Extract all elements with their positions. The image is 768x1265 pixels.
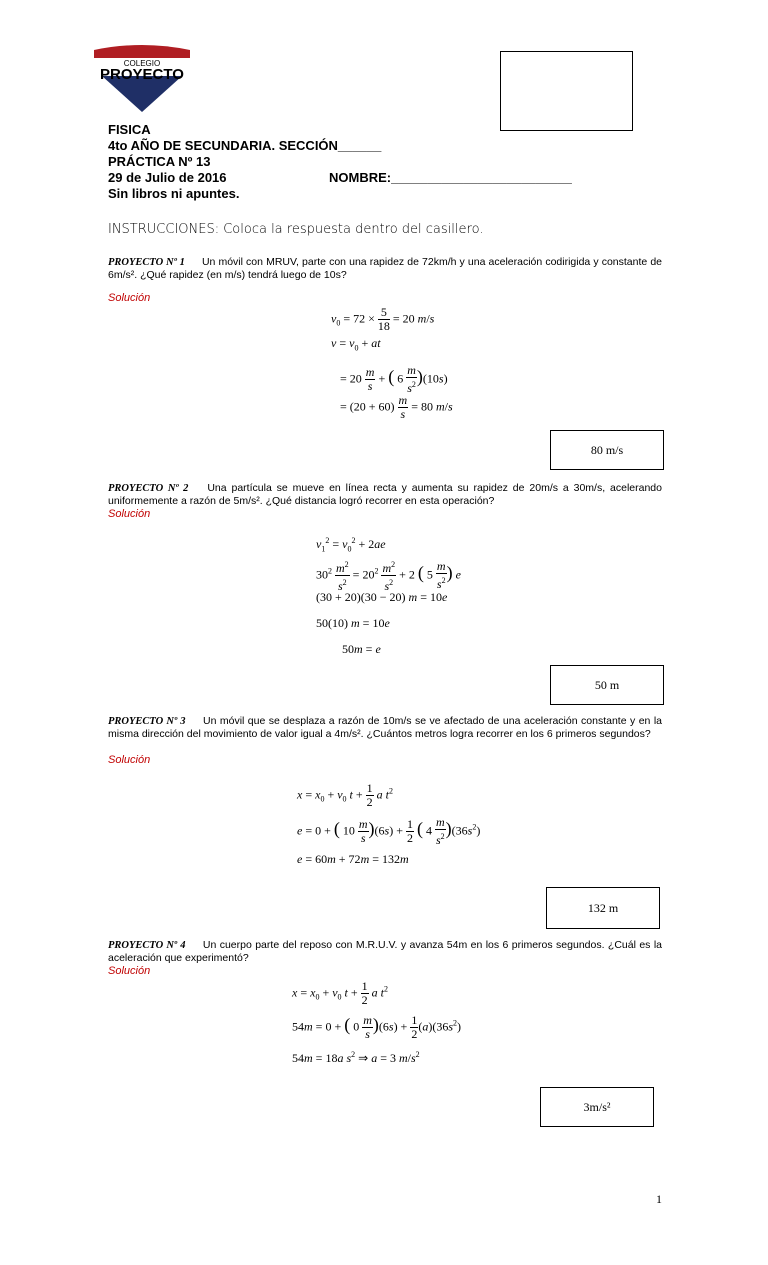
instructions: INSTRUCCIONES: Coloca la respuesta dentro del casillero.: [108, 222, 484, 237]
solution-label: Solución: [108, 508, 151, 520]
answer-box-1: 80 m/s: [550, 430, 664, 470]
svg-text:PROYECTO: PROYECTO: [100, 66, 184, 83]
page-number: 1: [656, 1192, 662, 1206]
problem-3: [108, 715, 662, 741]
problem-label: PROYECTO Nº 2: [108, 483, 189, 494]
svg-text:COLEGIO: COLEGIO: [123, 59, 161, 68]
problem-4: [108, 939, 662, 965]
note: Sin libros ni apuntes.: [108, 186, 240, 201]
problem-label: PROYECTO Nº 3: [108, 716, 186, 727]
problem-label: PROYECTO Nº 4: [108, 940, 186, 951]
grade-box: [500, 51, 633, 131]
solution-4-math: $x = x_0 + v_0$ t + $\frac{1}{2}$ a $t^2$ 54m = 0 + ( 0 $\frac{m}{s}$ )(6s) + $\frac{1}{2}$ $(a)(36s^2)$ 54m = 18a $s^2$ ⇒ a = 3 $m/s^2$: [292, 979, 461, 1065]
problem-text: Un cuerpo parte del reposo con M.R.U.V. y avanza 54m en los 6 primeros segundos. ¿Cuál es la aceleración que experimentó?: [108, 939, 663, 964]
solution-2-math: $v_1^2 = v_0^2 + 2ae$ $30^2$ $\frac{m^2}{s^2}$ = $20^2$ $\frac{m^2}{s^2}$ + 2 ( 5 $\frac{m}{s^2}$ ) e (30 + 20)(30 − 20) m = 10e 50(10) m = 10e 50m = e: [316, 536, 461, 656]
solution-1-math: $v_0 = 72$ × $\frac{5}{18}$ = 20 m/s $v = v_0$ + at = 20 $\frac{m}{s}$ + ( 6 $\frac{m}{s^2}$ )(10s) = (20 + 60) $\frac{m}{s}$ = 80 m/s: [331, 305, 453, 421]
date: 29 de Julio de 2016: [108, 170, 227, 185]
problem-text: Un móvil que se desplaza a razón de 10m/s se ve afectado de una aceleración constante y en la misma dirección del movimiento de valor igual a 4m/s². ¿Cuántos metros logra recorrer en los 6 primeros segundos?: [108, 715, 662, 740]
school-logo: [92, 42, 192, 114]
practice-number: PRÁCTICA Nº 13: [108, 154, 211, 169]
solution-3-math: $x = x_0 + v_0$ t + $\frac{1}{2}$ a $t^2$ e = 0 + ( 10 $\frac{m}{s}$ )(6s) + $\frac{1}{2}$ ( 4 $\frac{m}{s^2}$ )$(36s^2)$ e = 60m + 72m = 132m: [297, 781, 481, 866]
solution-label: Solución: [108, 292, 151, 304]
problem-label: PROYECTO Nº 1: [108, 257, 185, 268]
answer-box-2: 50 m: [550, 665, 664, 705]
solution-label: Solución: [108, 965, 151, 977]
name-field: NOMBRE:_________________________: [329, 170, 572, 185]
problem-1: [108, 256, 662, 282]
problem-text: Una partícula se mueve en línea recta y aumenta su rapidez de 20m/s a 30m/s, acelerando uniformemente a razón de 5m/s². ¿Qué distancia logró recorrer en esta operación?: [108, 482, 662, 507]
answer-box-3: 132 m: [546, 887, 660, 929]
problem-text: Un móvil con MRUV, parte con una rapidez de 72km/h y una aceleración codirigida y constante de 6m/s². ¿Qué rapidez (en m/s) tendrá luego de 10s?: [108, 256, 663, 281]
problem-2: [108, 482, 662, 508]
answer-box-4: 3m/s²: [540, 1087, 654, 1127]
subject: FISICA: [108, 122, 151, 137]
solution-label: Solución: [108, 754, 151, 766]
grade-section: 4to AÑO DE SECUNDARIA. SECCIÓN______: [108, 138, 382, 153]
